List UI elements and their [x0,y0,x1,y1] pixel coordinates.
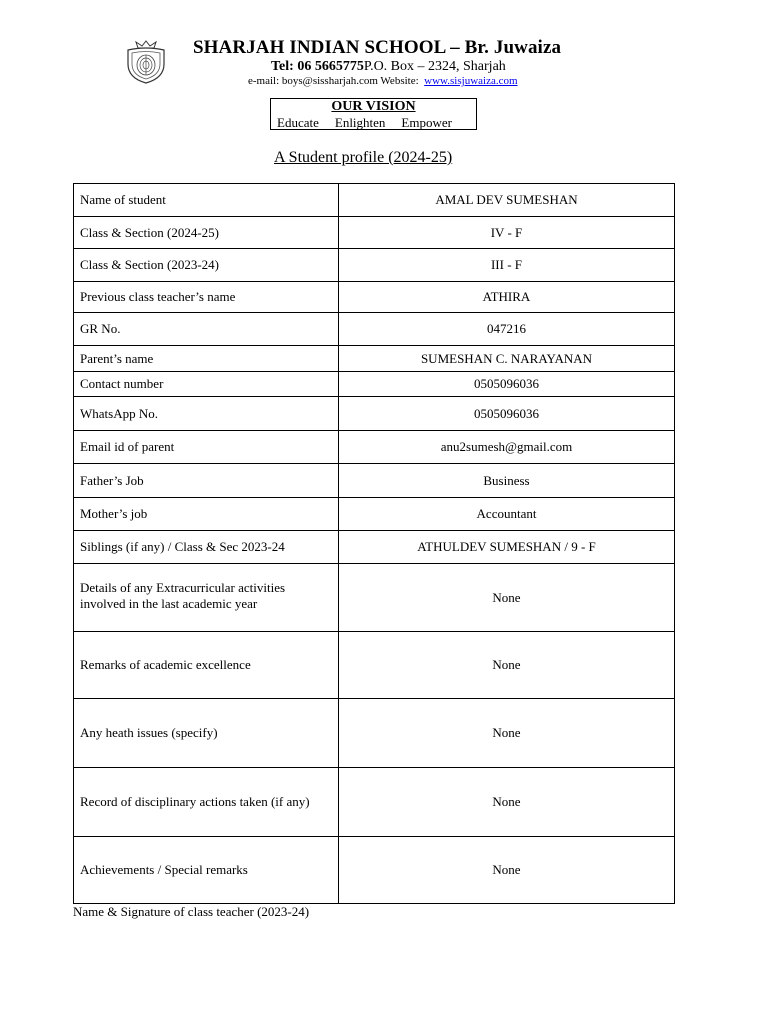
row-label: Details of any Extracurricular activities involved in the last academic year [74,564,339,632]
row-value: None [339,699,675,768]
profile-title: A Student profile (2024-25) [274,149,453,166]
table-row [74,498,675,531]
postal-address: P.O. Box – 2324, Sharjah [363,59,506,74]
row-label: Name of student [74,184,339,217]
vision-title: OUR VISION [331,99,416,114]
row-value: None [339,564,675,632]
table-row [74,313,675,346]
row-value: Accountant [339,498,675,531]
table-row [74,184,675,217]
row-label: WhatsApp No. [74,397,339,431]
row-value: None [339,768,675,837]
vision-box [270,98,477,130]
row-value: Business [339,464,675,498]
email-text: e-mail: boys@sissharjah.com Website: [248,75,419,87]
teacher-signature-line: Name & Signature of class teacher (2023-24) [73,904,310,919]
table-row [74,346,675,372]
school-crest-logo [124,36,168,84]
vision-word-enlighten: Enlighten [334,115,386,130]
row-value: ATHULDEV SUMESHAN / 9 - F [339,531,675,564]
table-row [74,632,675,699]
row-label: Remarks of academic excellence [74,632,339,699]
table-row [74,282,675,313]
row-label: Achievements / Special remarks [74,837,339,904]
table-row [74,768,675,837]
row-value: SUMESHAN C. NARAYANAN [339,346,675,372]
vision-word-empower: Empower [401,115,452,130]
row-label: Contact number [74,372,339,397]
email-website-line [248,75,518,87]
table-row [74,397,675,431]
table-row [74,464,675,498]
table-row [74,249,675,282]
table-row [74,837,675,904]
row-label: Siblings (if any) / Class & Sec 2023-24 [74,531,339,564]
row-value: ATHIRA [339,282,675,313]
table-row [74,217,675,249]
table-row [74,699,675,768]
telephone: Tel: 06 5665775 [271,59,364,74]
row-label: Any heath issues (specify) [74,699,339,768]
row-label: Class & Section (2024-25) [74,217,339,249]
row-value: 0505096036 [339,397,675,431]
row-value: III - F [339,249,675,282]
row-label: GR No. [74,313,339,346]
row-value: None [339,632,675,699]
row-label: Email id of parent [74,431,339,464]
row-value: IV - F [339,217,675,249]
table-row [74,431,675,464]
row-label: Previous class teacher’s name [74,282,339,313]
row-value: AMAL DEV SUMESHAN [339,184,675,217]
row-label: Mother’s job [74,498,339,531]
row-label: Class & Section (2023-24) [74,249,339,282]
vision-words [277,115,452,131]
table-row [74,531,675,564]
row-label: Father’s Job [74,464,339,498]
website-link[interactable]: www.sisjuwaiza.com [424,75,518,87]
row-label: Record of disciplinary actions taken (if any) [74,768,339,837]
student-profile-table [73,183,675,904]
row-label: Parent’s name [74,346,339,372]
row-value: 047216 [339,313,675,346]
vision-word-educate: Educate [277,115,319,130]
table-row [74,372,675,397]
table-row [74,564,675,632]
row-value: None [339,837,675,904]
row-value: 0505096036 [339,372,675,397]
school-name: SHARJAH INDIAN SCHOOL – Br. Juwaiza [193,37,562,58]
contact-line [271,59,506,75]
row-value: anu2sumesh@gmail.com [339,431,675,464]
